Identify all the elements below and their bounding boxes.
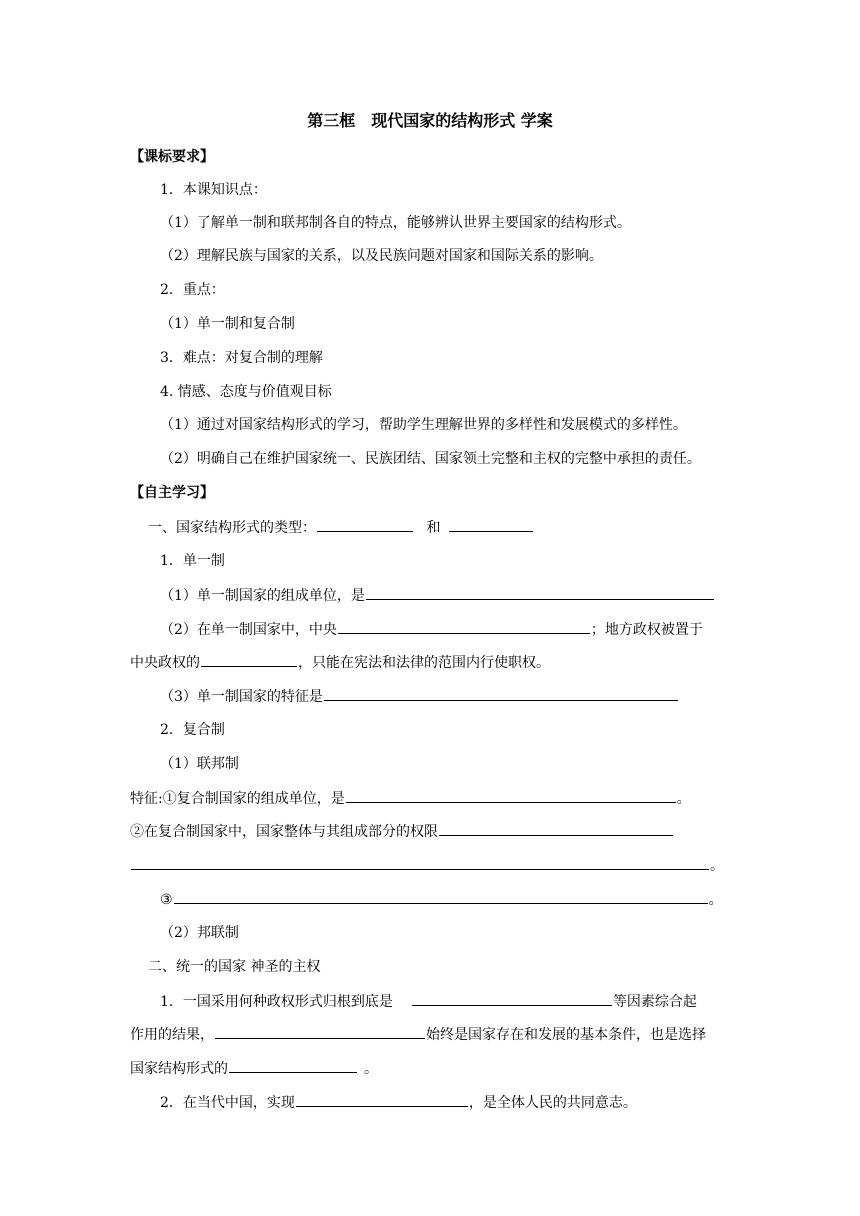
question-text: 。 [710,858,724,874]
answer-blank[interactable] [338,618,590,634]
answer-blank[interactable] [229,1057,357,1073]
question-text: 始终是国家存在和发展的基本条件，也是选择 [426,1027,706,1043]
question-text: 特征:①复合制国家的组成单位，是 [130,791,345,807]
subheading-confederation: （2）邦联制 [160,925,239,941]
answer-blank[interactable] [296,1091,468,1107]
question-line [130,651,860,673]
section-heading-self-study: 【自主学习】 [130,485,214,501]
subheading-unitary: 1．单一制 [160,553,225,569]
question-line [160,990,860,1012]
answer-blank[interactable] [366,584,714,600]
curriculum-line: 1．本课知识点： [160,182,267,198]
question-text: 作用的结果， [130,1027,214,1043]
question-line [130,820,860,842]
answer-blank[interactable] [449,516,533,532]
answer-blank[interactable] [346,787,676,803]
question-text: 和 [426,520,441,536]
question-line [160,584,860,606]
question-text: 。 [708,892,723,908]
curriculum-line: 4. 情感、态度与价值观目标 [160,384,332,400]
question-text: 国家结构形式的 [130,1061,228,1077]
answer-blank[interactable] [324,685,678,701]
question-text: （3）单一制国家的特征是 [160,689,323,705]
question-line [160,1091,860,1113]
question-text: 一、国家结构形式的类型： [148,520,316,536]
answer-blank[interactable] [439,820,673,836]
curriculum-line: （1）了解单一制和联邦制各自的特点，能够辨认世界主要国家的结构形式。 [160,215,631,231]
question-line [160,618,860,640]
question-text: ；地方政权被置于 [590,622,703,638]
section-heading-curriculum: 【课标要求】 [130,149,214,165]
question-text: 中央政权的 [130,655,200,671]
question-text: ③ [160,892,173,908]
subheading-federal: （1）联邦制 [160,756,239,772]
answer-blank[interactable] [201,651,297,667]
question-text: 。 [364,1061,378,1077]
question-line [130,1057,860,1079]
question-line [130,1023,860,1045]
question-text: ，是全体人民的共同意志。 [468,1095,637,1111]
curriculum-line: （2）理解民族与国家的关系，以及民族问题对国家和国际关系的影响。 [160,248,603,264]
curriculum-line: 3．难点：对复合制的理解 [160,350,323,366]
question-text: （2）在单一制国家中，中央 [160,622,337,638]
question-line [160,685,860,707]
curriculum-line: （1）通过对国家结构形式的学习，帮助学生理解世界的多样性和发展模式的多样性。 [160,417,687,433]
question-line [148,516,860,538]
question-text: ②在复合制国家中，国家整体与其组成部分的权限 [130,824,438,840]
curriculum-line: 2．重点： [160,282,225,298]
answer-blank[interactable] [412,990,612,1006]
question-text: （1）单一制国家的组成单位，是 [160,588,365,604]
part-heading: 二、统一的国家 神圣的主权 [148,959,321,975]
page-title: 第三框 现代国家的结构形式 学案 [307,111,553,130]
question-line [160,888,860,910]
answer-blank[interactable] [174,888,708,904]
question-text: 等因素综合起 [612,994,697,1010]
curriculum-line: （1）单一制和复合制 [160,316,295,332]
question-text: 1．一国采用何种政权形式归根到底是 [160,994,393,1010]
answer-blank[interactable] [131,854,709,870]
question-line [130,787,860,809]
question-text: 2．在当代中国，实现 [160,1095,295,1111]
curriculum-line: （2）明确自己在维护国家统一、民族团结、国家领土完整和主权的完整中承担的责任。 [160,451,701,467]
question-text: ，只能在宪法和法律的范围内行使职权。 [298,655,550,671]
question-line [130,854,860,876]
answer-blank[interactable] [215,1023,425,1039]
answer-blank[interactable] [317,516,413,532]
subheading-composite: 2．复合制 [160,722,225,738]
question-text: 。 [676,791,691,807]
